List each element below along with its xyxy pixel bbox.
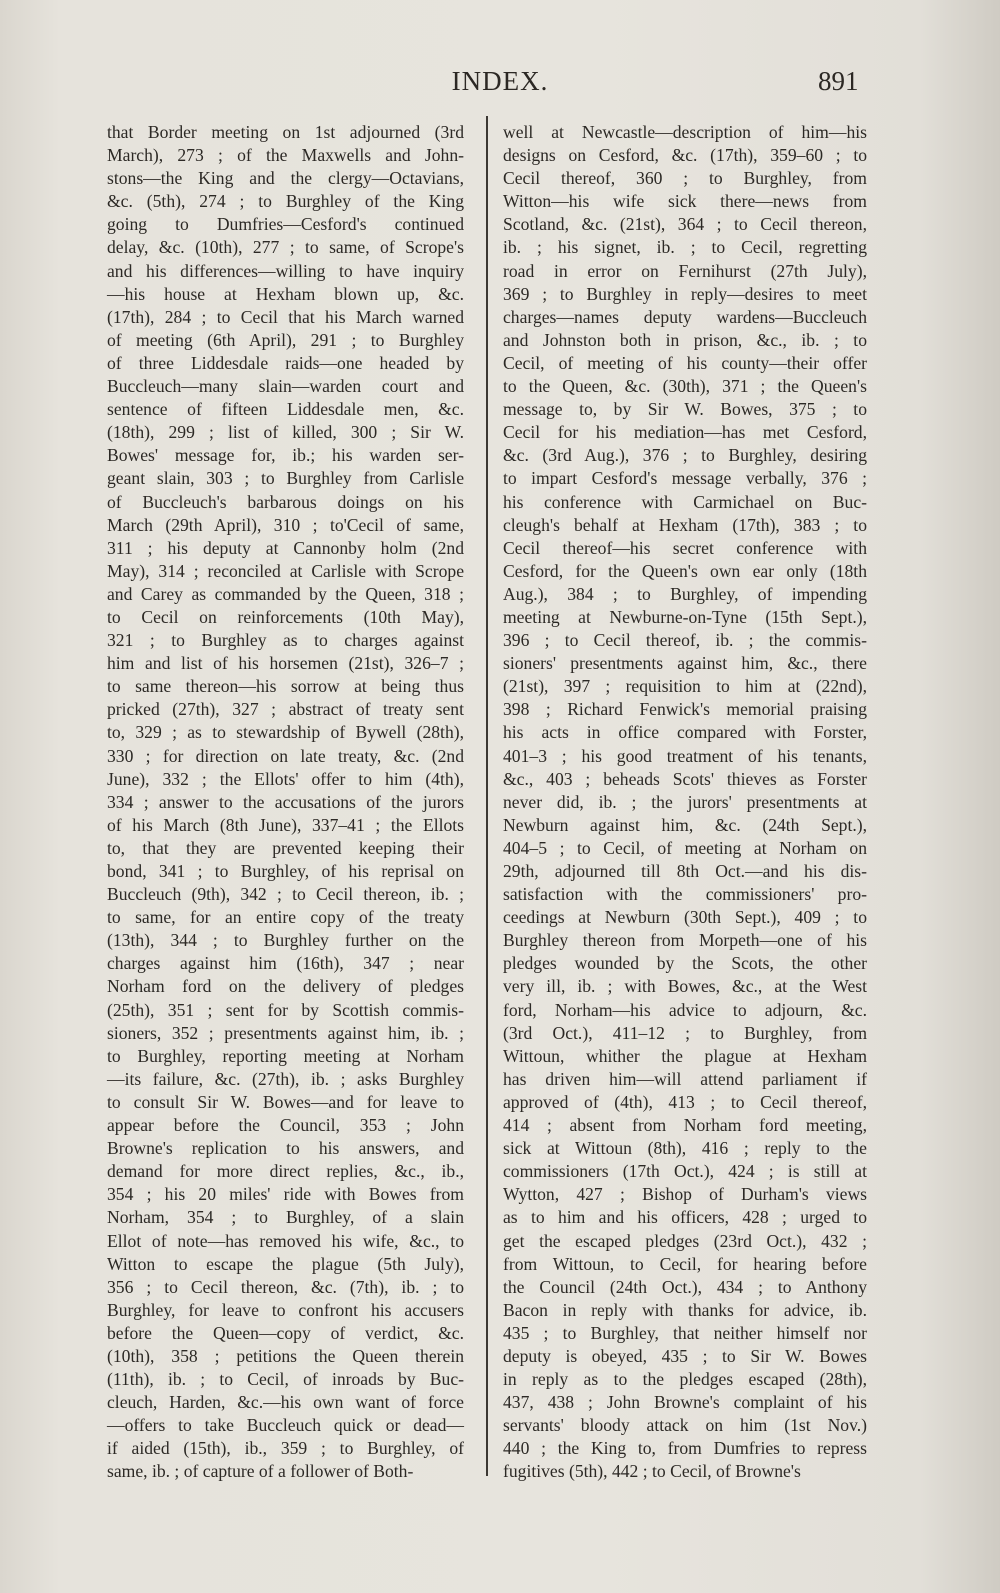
index-line: Buccleuch (9th), 342 ; to Cecil thereon, ib. ; bbox=[107, 884, 464, 905]
index-line: (11th), ib. ; to Cecil, of inroads by Buc- bbox=[107, 1369, 464, 1390]
index-line: Browne's replication to his answers, and bbox=[107, 1138, 464, 1159]
index-column-left bbox=[107, 121, 464, 1484]
index-line: servants' bloody attack on him (1st Nov.) bbox=[503, 1415, 867, 1436]
index-line: Scotland, &c. (21st), 364 ; to Cecil thereon, bbox=[503, 214, 867, 235]
index-line: Cecil for his mediation—has met Cesford, bbox=[503, 422, 867, 443]
index-line: Cesford, for the Queen's own ear only (18th bbox=[503, 560, 867, 581]
index-line: Cecil, of meeting of his county—their offer bbox=[503, 352, 867, 373]
index-line: June), 332 ; the Ellots' offer to him (4th), bbox=[107, 768, 464, 789]
index-line: (3rd Oct.), 411–12 ; to Burghley, from bbox=[503, 1022, 867, 1043]
index-line: 354 ; his 20 miles' ride with Bowes from bbox=[107, 1184, 464, 1205]
index-line: March), 273 ; of the Maxwells and John- bbox=[107, 145, 464, 166]
index-line: 330 ; for direction on late treaty, &c. (2nd bbox=[107, 745, 464, 766]
index-line: ceedings at Newburn (30th Sept.), 409 ; to bbox=[503, 907, 867, 928]
index-line: 334 ; answer to the accusations of the jurors bbox=[107, 791, 464, 812]
index-line: —offers to take Buccleuch quick or dead— bbox=[107, 1415, 464, 1436]
index-line: 440 ; the King to, from Dumfries to repress bbox=[503, 1438, 867, 1459]
index-line: commissioners (17th Oct.), 424 ; is still at bbox=[503, 1161, 867, 1182]
index-line: charges against him (16th), 347 ; near bbox=[107, 953, 464, 974]
index-line: Burghley thereon from Morpeth—one of his bbox=[503, 930, 867, 951]
index-line: to Cecil on reinforcements (10th May), bbox=[107, 606, 464, 627]
index-line: (21st), 397 ; requisition to him at (22nd), bbox=[503, 676, 867, 697]
page-number: 891 bbox=[818, 66, 859, 96]
index-line: before the Queen—copy of verdict, &c. bbox=[107, 1322, 464, 1343]
index-line: to consult Sir W. Bowes—and for leave to bbox=[107, 1091, 464, 1112]
index-line: stons—the King and the clergy—Octavians, bbox=[107, 168, 464, 189]
index-line: (18th), 299 ; list of killed, 300 ; Sir W. bbox=[107, 422, 464, 443]
index-line: &c. (5th), 274 ; to Burghley of the King bbox=[107, 191, 464, 212]
index-line: Norham ford on the delivery of pledges bbox=[107, 976, 464, 997]
index-line: Witton to escape the plague (5th July), bbox=[107, 1253, 464, 1274]
index-line: Ellot of note—has removed his wife, &c., to bbox=[107, 1230, 464, 1251]
index-line: —his house at Hexham blown up, &c. bbox=[107, 283, 464, 304]
index-line: very ill, ib. ; with Bowes, &c., at the West bbox=[503, 976, 867, 997]
index-line: sioners, 352 ; presentments against him, ib. ; bbox=[107, 1022, 464, 1043]
index-line: his acts in office compared with Forster, bbox=[503, 722, 867, 743]
index-line: &c., 403 ; beheads Scots' thieves as Forster bbox=[503, 768, 867, 789]
index-line: to Burghley, reporting meeting at Norham bbox=[107, 1045, 464, 1066]
index-line: cleuch, Harden, &c.—his own want of force bbox=[107, 1392, 464, 1413]
index-line: Cecil thereof, 360 ; to Burghley, from bbox=[503, 168, 867, 189]
index-line: his conference with Carmichael on Buc- bbox=[503, 491, 867, 512]
index-line: Buccleuch—many slain—warden court and bbox=[107, 376, 464, 397]
index-line: 414 ; absent from Norham ford meeting, bbox=[503, 1115, 867, 1136]
index-line: that Border meeting on 1st adjourned (3rd bbox=[107, 122, 464, 142]
index-line: to, that they are prevented keeping their bbox=[107, 837, 464, 858]
index-line: never did, ib. ; the jurors' presentments at bbox=[503, 791, 867, 812]
index-line: of his March (8th June), 337–41 ; the Ellots bbox=[107, 814, 464, 835]
index-line: 396 ; to Cecil thereof, ib. ; the commis- bbox=[503, 630, 867, 651]
index-line: to same thereon—his sorrow at being thus bbox=[107, 676, 464, 697]
index-line: approved of (4th), 413 ; to Cecil thereof, bbox=[503, 1091, 867, 1112]
index-line: appear before the Council, 353 ; John bbox=[107, 1115, 464, 1136]
index-line: and Johnston both in prison, &c., ib. ; to bbox=[503, 329, 867, 350]
index-line: to the Queen, &c. (30th), 371 ; the Queen's bbox=[503, 376, 867, 397]
index-line: delay, &c. (10th), 277 ; to same, of Scrope's bbox=[107, 237, 464, 258]
index-line: charges—names deputy wardens—Buccleuch bbox=[503, 306, 867, 327]
index-line: (17th), 284 ; to Cecil that his March warned bbox=[107, 306, 464, 327]
column-divider bbox=[486, 116, 488, 1476]
index-line: sick at Wittoun (8th), 416 ; reply to the bbox=[503, 1138, 867, 1159]
index-line: 369 ; to Burghley in reply—desires to meet bbox=[503, 283, 867, 304]
index-line: (10th), 358 ; petitions the Queen therein bbox=[107, 1345, 464, 1366]
index-line: and his differences—willing to have inquiry bbox=[107, 260, 464, 281]
index-line: has driven him—will attend parliament if bbox=[503, 1068, 867, 1089]
index-line: road in error on Fernihurst (27th July), bbox=[503, 260, 867, 281]
index-line: 437, 438 ; John Browne's complaint of his bbox=[503, 1392, 867, 1413]
index-line: Norham, 354 ; to Burghley, of a slain bbox=[107, 1207, 464, 1228]
index-line: 29th, adjourned till 8th Oct.—and his dis- bbox=[503, 861, 867, 881]
index-line: &c. (3rd Aug.), 376 ; to Burghley, desiring bbox=[503, 445, 867, 466]
index-line: to, 329 ; as to stewardship of Bywell (28th), bbox=[107, 722, 464, 743]
index-line: 311 ; his deputy at Cannonby holm (2nd bbox=[107, 537, 464, 558]
index-line: ib. ; his signet, ib. ; to Cecil, regretting bbox=[503, 237, 867, 258]
index-line: designs on Cesford, &c. (17th), 359–60 ; to bbox=[503, 145, 867, 166]
index-line: Aug.), 384 ; to Burghley, of impending bbox=[503, 583, 867, 604]
index-line: 401–3 ; his good treatment of his tenants, bbox=[503, 745, 867, 766]
index-line: well at Newcastle—description of him—his bbox=[503, 122, 867, 142]
index-line: ford, Norham—his advice to adjourn, &c. bbox=[503, 999, 867, 1020]
index-line: Newburn against him, &c. (24th Sept.), bbox=[503, 814, 867, 835]
index-line: to impart Cesford's message verbally, 376 ; bbox=[503, 468, 867, 489]
index-line: geant slain, 303 ; to Burghley from Carlisle bbox=[107, 468, 464, 489]
index-line: satisfaction with the commissioners' pro- bbox=[503, 884, 867, 905]
index-line: in reply as to the pledges escaped (28th), bbox=[503, 1369, 867, 1390]
index-line: 398 ; Richard Fenwick's memorial praising bbox=[503, 699, 867, 720]
index-line: of meeting (6th April), 291 ; to Burghley bbox=[107, 329, 464, 350]
index-line: sioners' presentments against him, &c., there bbox=[503, 653, 867, 674]
index-line: Wittoun, whither the plague at Hexham bbox=[503, 1045, 867, 1066]
index-line: meeting at Newburne-on-Tyne (15th Sept.), bbox=[503, 606, 867, 627]
index-line: (13th), 344 ; to Burghley further on the bbox=[107, 930, 464, 951]
index-line: pledges wounded by the Scots, the other bbox=[503, 953, 867, 974]
index-line: Bacon in reply with thanks for advice, ib. bbox=[503, 1299, 867, 1320]
index-line: Witton—his wife sick there—news from bbox=[503, 191, 867, 212]
index-line: if aided (15th), ib., 359 ; to Burghley, of bbox=[107, 1438, 464, 1459]
index-line: Wytton, 427 ; Bishop of Durham's views bbox=[503, 1184, 867, 1205]
index-line: bond, 341 ; to Burghley, of his reprisal on bbox=[107, 861, 464, 881]
index-column-right bbox=[503, 121, 867, 1484]
index-line: —its failure, &c. (27th), ib. ; asks Burghley bbox=[107, 1068, 464, 1089]
index-line: sentence of fifteen Liddesdale men, &c. bbox=[107, 399, 464, 420]
index-line: fugitives (5th), 442 ; to Cecil, of Browne's bbox=[503, 1461, 801, 1482]
index-line: 435 ; to Burghley, that neither himself nor bbox=[503, 1322, 867, 1343]
index-line: message to, by Sir W. Bowes, 375 ; to bbox=[503, 399, 867, 420]
index-line: the Council (24th Oct.), 434 ; to Anthony bbox=[503, 1276, 867, 1297]
index-line: May), 314 ; reconciled at Carlisle with Scrope bbox=[107, 560, 464, 581]
index-line: of Buccleuch's barbarous doings on his bbox=[107, 491, 464, 512]
index-line: to same, for an entire copy of the treaty bbox=[107, 907, 464, 928]
index-line: cleugh's behalf at Hexham (17th), 383 ; to bbox=[503, 514, 867, 535]
index-line: 356 ; to Cecil thereon, &c. (7th), ib. ; to bbox=[107, 1276, 464, 1297]
index-line: deputy is obeyed, 435 ; to Sir W. Bowes bbox=[503, 1345, 867, 1366]
index-line: Cecil thereof—his secret conference with bbox=[503, 537, 867, 558]
index-line: demand for more direct replies, &c., ib., bbox=[107, 1161, 464, 1182]
index-line: get the escaped pledges (23rd Oct.), 432 ; bbox=[503, 1230, 867, 1251]
index-line: and Carey as commanded by the Queen, 318 ; bbox=[107, 583, 464, 604]
index-line: as to him and his officers, 428 ; urged to bbox=[503, 1207, 867, 1228]
index-line: 321 ; to Burghley as to charges against bbox=[107, 630, 464, 651]
index-line: of three Liddesdale raids—one headed by bbox=[107, 352, 464, 373]
index-line: him and list of his horsemen (21st), 326–7 ; bbox=[107, 653, 464, 674]
index-line: pricked (27th), 327 ; abstract of treaty sent bbox=[107, 699, 464, 720]
running-header-title: INDEX. bbox=[451, 66, 549, 96]
index-line: March (29th April), 310 ; to'Cecil of same, bbox=[107, 514, 464, 535]
index-line: 404–5 ; to Cecil, of meeting at Norham on bbox=[503, 837, 867, 858]
index-line: (25th), 351 ; sent for by Scottish commis- bbox=[107, 999, 464, 1020]
index-line: Burghley, for leave to confront his accusers bbox=[107, 1299, 464, 1320]
index-line: Bowes' message for, ib.; his warden ser- bbox=[107, 445, 464, 466]
index-line: from Wittoun, to Cecil, for hearing before bbox=[503, 1253, 867, 1274]
index-line: same, ib. ; of capture of a follower of Both- bbox=[107, 1461, 414, 1482]
index-line: going to Dumfries—Cesford's continued bbox=[107, 214, 464, 235]
